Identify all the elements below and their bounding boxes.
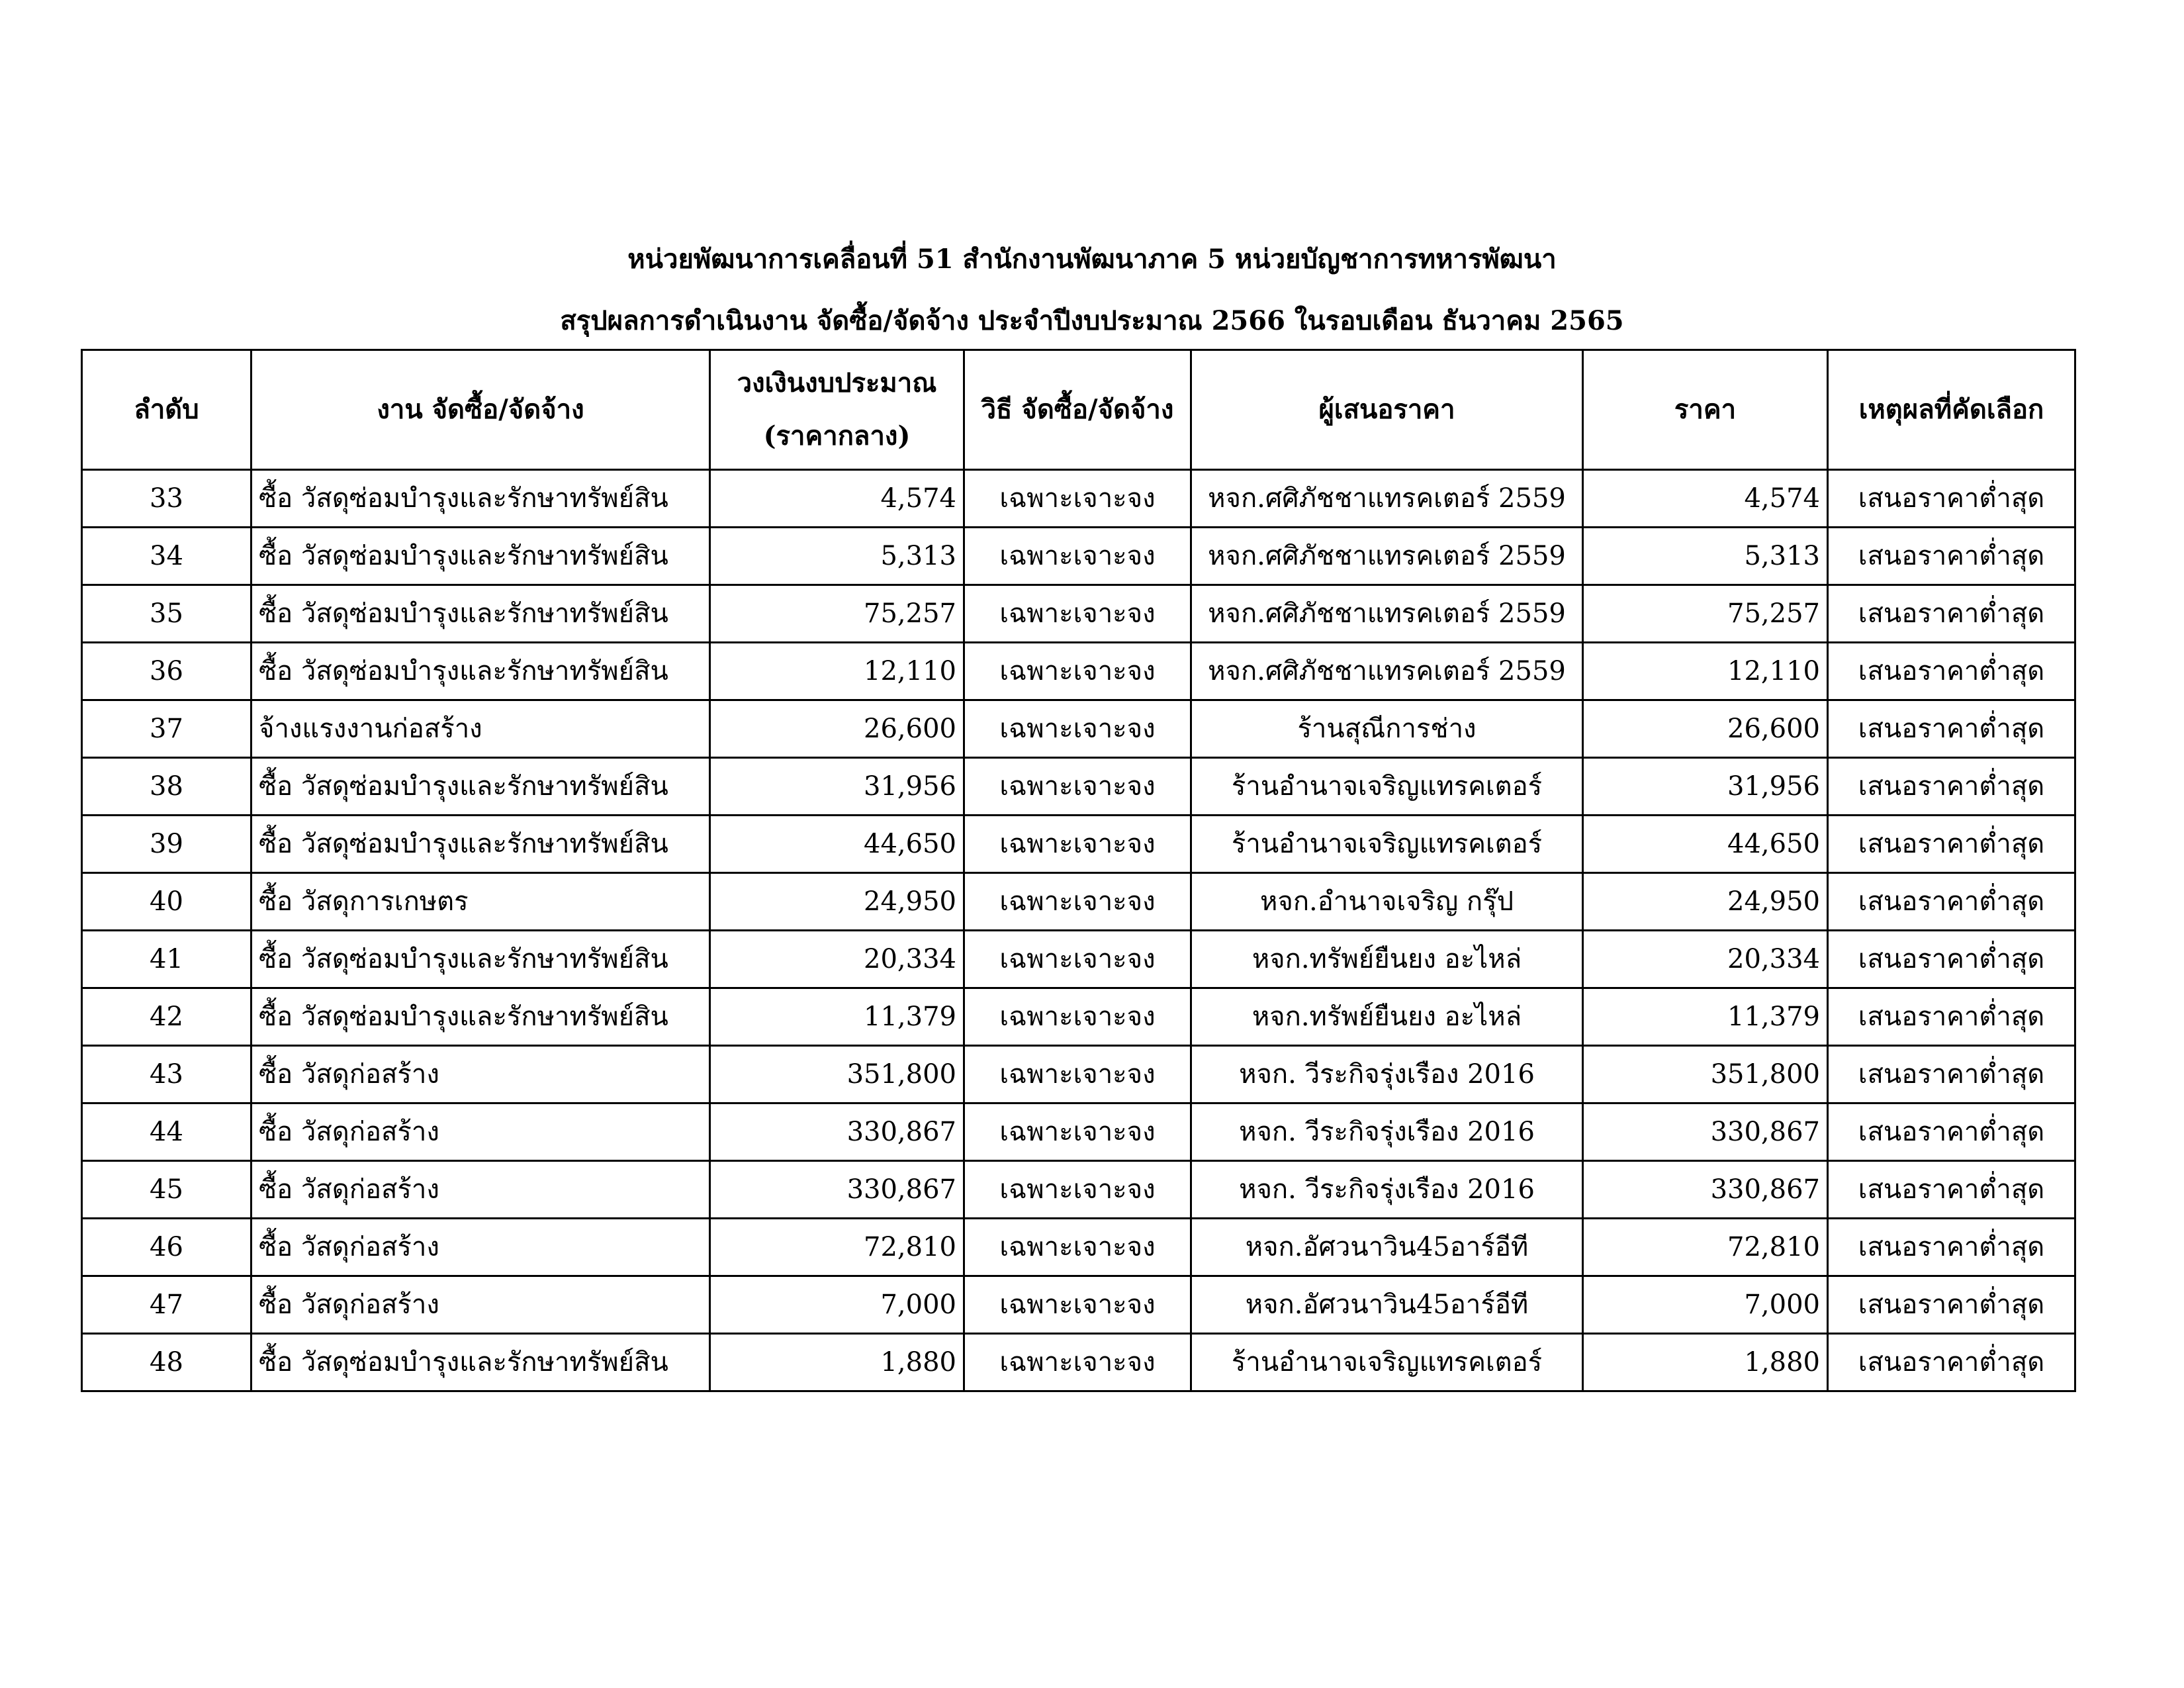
cell-reason: เสนอราคาต่ำสุด bbox=[1828, 1161, 2075, 1219]
column-header-item: งาน จัดซื้อ/จัดจ้าง bbox=[251, 350, 710, 470]
table-row bbox=[82, 643, 2075, 700]
table-row bbox=[82, 700, 2075, 758]
cell-item: ซื้อ วัสดุก่อสร้าง bbox=[251, 1219, 710, 1276]
cell-reason: เสนอราคาต่ำสุด bbox=[1828, 470, 2075, 528]
cell-price: 12,110 bbox=[1583, 643, 1828, 700]
cell-no: 46 bbox=[82, 1219, 251, 1276]
cell-item: ซื้อ วัสดุซ่อมบำรุงและรักษาทรัพย์สิน bbox=[251, 1334, 710, 1391]
cell-vendor: หจก. วีระกิจรุ่งเรือง 2016 bbox=[1191, 1161, 1583, 1219]
cell-reason: เสนอราคาต่ำสุด bbox=[1828, 643, 2075, 700]
cell-method: เฉพาะเจาะจง bbox=[964, 470, 1191, 528]
cell-no: 43 bbox=[82, 1046, 251, 1103]
cell-method: เฉพาะเจาะจง bbox=[964, 988, 1191, 1046]
cell-no: 35 bbox=[82, 585, 251, 643]
cell-no: 39 bbox=[82, 816, 251, 873]
cell-price: 44,650 bbox=[1583, 816, 1828, 873]
cell-budget: 351,800 bbox=[710, 1046, 964, 1103]
table-row bbox=[82, 816, 2075, 873]
cell-vendor: หจก.อัศวนาวิน45อาร์อีที bbox=[1191, 1276, 1583, 1334]
cell-vendor: หจก.อัศวนาวิน45อาร์อีที bbox=[1191, 1219, 1583, 1276]
cell-no: 38 bbox=[82, 758, 251, 816]
cell-item: ซื้อ วัสดุซ่อมบำรุงและรักษาทรัพย์สิน bbox=[251, 470, 710, 528]
cell-price: 11,379 bbox=[1583, 988, 1828, 1046]
cell-price: 351,800 bbox=[1583, 1046, 1828, 1103]
cell-budget: 72,810 bbox=[710, 1219, 964, 1276]
cell-vendor: ร้านอำนาจเจริญแทรคเตอร์ bbox=[1191, 816, 1583, 873]
cell-budget: 12,110 bbox=[710, 643, 964, 700]
cell-item: ซื้อ วัสดุซ่อมบำรุงและรักษาทรัพย์สิน bbox=[251, 528, 710, 585]
cell-price: 24,950 bbox=[1583, 873, 1828, 931]
cell-method: เฉพาะเจาะจง bbox=[964, 528, 1191, 585]
cell-budget: 330,867 bbox=[710, 1103, 964, 1161]
column-header-budget bbox=[710, 350, 964, 470]
table-body bbox=[82, 470, 2075, 1391]
cell-item: ซื้อ วัสดุก่อสร้าง bbox=[251, 1161, 710, 1219]
cell-reason: เสนอราคาต่ำสุด bbox=[1828, 873, 2075, 931]
cell-budget: 31,956 bbox=[710, 758, 964, 816]
cell-item: จ้างแรงงานก่อสร้าง bbox=[251, 700, 710, 758]
cell-method: เฉพาะเจาะจง bbox=[964, 1276, 1191, 1334]
cell-item: ซื้อ วัสดุก่อสร้าง bbox=[251, 1103, 710, 1161]
cell-vendor: หจก. วีระกิจรุ่งเรือง 2016 bbox=[1191, 1103, 1583, 1161]
cell-price: 330,867 bbox=[1583, 1161, 1828, 1219]
cell-vendor: หจก.ทรัพย์ยืนยง อะไหล่ bbox=[1191, 988, 1583, 1046]
cell-budget: 44,650 bbox=[710, 816, 964, 873]
cell-method: เฉพาะเจาะจง bbox=[964, 1161, 1191, 1219]
cell-method: เฉพาะเจาะจง bbox=[964, 700, 1191, 758]
cell-no: 37 bbox=[82, 700, 251, 758]
cell-reason: เสนอราคาต่ำสุด bbox=[1828, 1103, 2075, 1161]
cell-no: 40 bbox=[82, 873, 251, 931]
cell-reason: เสนอราคาต่ำสุด bbox=[1828, 816, 2075, 873]
cell-budget: 5,313 bbox=[710, 528, 964, 585]
cell-price: 4,574 bbox=[1583, 470, 1828, 528]
cell-reason: เสนอราคาต่ำสุด bbox=[1828, 528, 2075, 585]
cell-item: ซื้อ วัสดุซ่อมบำรุงและรักษาทรัพย์สิน bbox=[251, 643, 710, 700]
cell-vendor: หจก.ศศิภัชชาแทรคเตอร์ 2559 bbox=[1191, 643, 1583, 700]
table-row bbox=[82, 758, 2075, 816]
cell-method: เฉพาะเจาะจง bbox=[964, 758, 1191, 816]
cell-no: 47 bbox=[82, 1276, 251, 1334]
cell-method: เฉพาะเจาะจง bbox=[964, 1219, 1191, 1276]
cell-item: ซื้อ วัสดุซ่อมบำรุงและรักษาทรัพย์สิน bbox=[251, 585, 710, 643]
column-header-vendor: ผู้เสนอราคา bbox=[1191, 350, 1583, 470]
table-row bbox=[82, 528, 2075, 585]
cell-reason: เสนอราคาต่ำสุด bbox=[1828, 988, 2075, 1046]
cell-price: 75,257 bbox=[1583, 585, 1828, 643]
cell-price: 330,867 bbox=[1583, 1103, 1828, 1161]
table-row bbox=[82, 931, 2075, 988]
cell-reason: เสนอราคาต่ำสุด bbox=[1828, 700, 2075, 758]
cell-no: 33 bbox=[82, 470, 251, 528]
cell-method: เฉพาะเจาะจง bbox=[964, 1103, 1191, 1161]
table-row bbox=[82, 1276, 2075, 1334]
column-header-budget-line-2: (ราคากลาง) bbox=[763, 420, 911, 451]
cell-method: เฉพาะเจาะจง bbox=[964, 1334, 1191, 1391]
column-header-method: วิธี จัดซื้อ/จัดจ้าง bbox=[964, 350, 1191, 470]
cell-no: 34 bbox=[82, 528, 251, 585]
document-title-line-2: สรุปผลการดำเนินงาน จัดซื้อ/จัดจ้าง ประจำปีงบประมาณ 2566 ในรอบเดือน ธันวาคม 2565 bbox=[560, 305, 1624, 336]
cell-method: เฉพาะเจาะจง bbox=[964, 643, 1191, 700]
cell-method: เฉพาะเจาะจง bbox=[964, 1046, 1191, 1103]
table-row bbox=[82, 1334, 2075, 1391]
table-row bbox=[82, 1161, 2075, 1219]
table-row bbox=[82, 1219, 2075, 1276]
table-row bbox=[82, 988, 2075, 1046]
cell-item: ซื้อ วัสดุซ่อมบำรุงและรักษาทรัพย์สิน bbox=[251, 931, 710, 988]
cell-item: ซื้อ วัสดุซ่อมบำรุงและรักษาทรัพย์สิน bbox=[251, 816, 710, 873]
cell-reason: เสนอราคาต่ำสุด bbox=[1828, 931, 2075, 988]
cell-budget: 1,880 bbox=[710, 1334, 964, 1391]
cell-no: 36 bbox=[82, 643, 251, 700]
cell-budget: 7,000 bbox=[710, 1276, 964, 1334]
table-header-row bbox=[82, 350, 2075, 470]
cell-method: เฉพาะเจาะจง bbox=[964, 931, 1191, 988]
cell-reason: เสนอราคาต่ำสุด bbox=[1828, 1334, 2075, 1391]
cell-no: 41 bbox=[82, 931, 251, 988]
cell-budget: 4,574 bbox=[710, 470, 964, 528]
cell-price: 7,000 bbox=[1583, 1276, 1828, 1334]
cell-item: ซื้อ วัสดุก่อสร้าง bbox=[251, 1276, 710, 1334]
cell-price: 31,956 bbox=[1583, 758, 1828, 816]
cell-vendor: ร้านอำนาจเจริญแทรคเตอร์ bbox=[1191, 1334, 1583, 1391]
cell-vendor: หจก.ศศิภัชชาแทรคเตอร์ 2559 bbox=[1191, 585, 1583, 643]
cell-method: เฉพาะเจาะจง bbox=[964, 873, 1191, 931]
cell-vendor: ร้านสุณีการช่าง bbox=[1191, 700, 1583, 758]
cell-reason: เสนอราคาต่ำสุด bbox=[1828, 1219, 2075, 1276]
cell-price: 26,600 bbox=[1583, 700, 1828, 758]
cell-price: 5,313 bbox=[1583, 528, 1828, 585]
cell-item: ซื้อ วัสดุการเกษตร bbox=[251, 873, 710, 931]
table-row bbox=[82, 470, 2075, 528]
cell-method: เฉพาะเจาะจง bbox=[964, 816, 1191, 873]
cell-no: 45 bbox=[82, 1161, 251, 1219]
table-row bbox=[82, 1103, 2075, 1161]
cell-reason: เสนอราคาต่ำสุด bbox=[1828, 1276, 2075, 1334]
document-title-line-1: หน่วยพัฒนาการเคลื่อนที่ 51 สำนักงานพัฒนาภาค 5 หน่วยบัญชาการทหารพัฒนา bbox=[627, 244, 1557, 275]
cell-vendor: หจก.ศศิภัชชาแทรคเตอร์ 2559 bbox=[1191, 470, 1583, 528]
cell-budget: 11,379 bbox=[710, 988, 964, 1046]
cell-reason: เสนอราคาต่ำสุด bbox=[1828, 1046, 2075, 1103]
cell-budget: 20,334 bbox=[710, 931, 964, 988]
cell-budget: 26,600 bbox=[710, 700, 964, 758]
cell-no: 48 bbox=[82, 1334, 251, 1391]
cell-item: ซื้อ วัสดุซ่อมบำรุงและรักษาทรัพย์สิน bbox=[251, 988, 710, 1046]
column-header-reason: เหตุผลที่คัดเลือก bbox=[1828, 350, 2075, 470]
column-header-budget-line-1: วงเงินงบประมาณ bbox=[737, 367, 937, 399]
cell-price: 20,334 bbox=[1583, 931, 1828, 988]
cell-budget: 75,257 bbox=[710, 585, 964, 643]
cell-price: 72,810 bbox=[1583, 1219, 1828, 1276]
cell-vendor: หจก.อำนาจเจริญ กรุ๊ป bbox=[1191, 873, 1583, 931]
cell-reason: เสนอราคาต่ำสุด bbox=[1828, 758, 2075, 816]
cell-vendor: หจก.ศศิภัชชาแทรคเตอร์ 2559 bbox=[1191, 528, 1583, 585]
procurement-table bbox=[81, 349, 2076, 1392]
cell-reason: เสนอราคาต่ำสุด bbox=[1828, 585, 2075, 643]
column-header-price: ราคา bbox=[1583, 350, 1828, 470]
cell-no: 44 bbox=[82, 1103, 251, 1161]
cell-vendor: ร้านอำนาจเจริญแทรคเตอร์ bbox=[1191, 758, 1583, 816]
cell-budget: 330,867 bbox=[710, 1161, 964, 1219]
cell-no: 42 bbox=[82, 988, 251, 1046]
column-header-no: ลำดับ bbox=[82, 350, 251, 470]
cell-vendor: หจก. วีระกิจรุ่งเรือง 2016 bbox=[1191, 1046, 1583, 1103]
table-row bbox=[82, 585, 2075, 643]
cell-method: เฉพาะเจาะจง bbox=[964, 585, 1191, 643]
cell-item: ซื้อ วัสดุซ่อมบำรุงและรักษาทรัพย์สิน bbox=[251, 758, 710, 816]
table-row bbox=[82, 873, 2075, 931]
cell-vendor: หจก.ทรัพย์ยืนยง อะไหล่ bbox=[1191, 931, 1583, 988]
cell-price: 1,880 bbox=[1583, 1334, 1828, 1391]
cell-budget: 24,950 bbox=[710, 873, 964, 931]
cell-item: ซื้อ วัสดุก่อสร้าง bbox=[251, 1046, 710, 1103]
table-row bbox=[82, 1046, 2075, 1103]
